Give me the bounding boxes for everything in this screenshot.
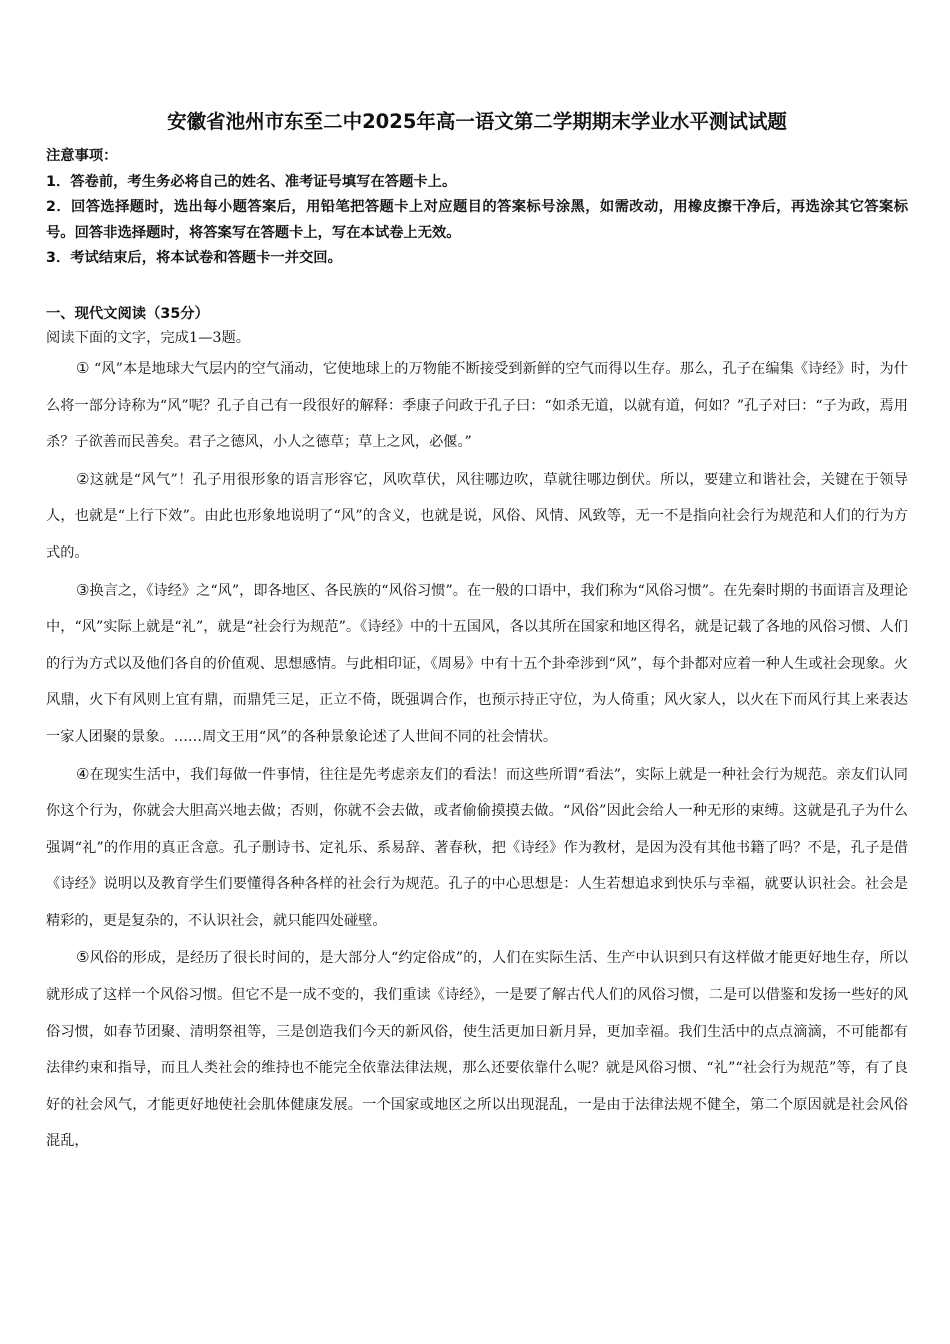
paragraph-text: 换言之，《诗经》之“风”，即各地区、各民族的“风俗习惯”。在一般的口语中，我们称为“风俗习惯”。在先秦时期的书面语言及理论中，“风”实际上就是“礼”，就是“社会行为规范”。《诗经》中的十五国风，各以其所在国家和地区得名，就是记载了各地的风俗习惯、人们的行为方式以及他们各自的价值观、思想感情。与此相印证，《周易》中有十五个卦牵涉到“风”，每个卦都对应着一种人生或社会现象。火风鼎，火下有风则上宜有鼎，而鼎凭三足，正立不倚，既强调合作，也预示持正守位，为人倚重；风火家人，以火在下而风行其上来表达一家人团聚的景象。……周文王用“风”的各种景象论述了人世间不同的社会情状。 (46, 582, 908, 745)
reading-instruction: 阅读下面的文字，完成1—3题。 (46, 329, 251, 346)
notice-item: 3．考试结束后，将本试卷和答题卡一并交回。 (46, 250, 342, 267)
paragraph-text: 风俗的形成，是经历了很长时间的，是大部分人“约定俗成”的，人们在实际生活、生产中认识到只有这样做才能更好地生存，所以就形成了这样一个风俗习惯。但它不是一成不变的，我们重读《诗经》，一是要了解古代人们的风俗习惯，二是可以借鉴和发扬一些好的风俗习惯，如春节团聚、清明祭祖等，三是创造我们今天的新风俗，使生活更加日新月异，更加幸福。我们生活中的点点滴滴，不可能都有法律约束和指导，而且人类社会的维持也不能完全依靠法律法规，那么还要依靠什么呢？就是风俗习惯、“礼”“社会行为规范”等，有了良好的社会风气，才能更好地使社会肌体健康发展。一个国家或地区之所以出现混乱，一是由于法律法规不健全，第二个原因就是社会风俗混乱， (46, 950, 908, 1150)
paragraph-number: ② (76, 469, 90, 488)
paragraph-number: ⑤ (76, 948, 90, 967)
reading-passage (46, 350, 908, 1160)
paragraph-text: 这就是“风气”！孔子用很形象的语言形容它，风吹草伏，风往哪边吹，草就往哪边倒伏。所以，要建立和谐社会，关键在于领导人，也就是“上行下效”。由此也形象地说明了“风”的含义，也就是说，风俗、风情、风致等，无一不是指向社会行为规范和人们的行为方式的。 (46, 471, 908, 561)
notice-block (46, 144, 908, 272)
passage-paragraph (46, 461, 908, 572)
passage-paragraph (46, 572, 908, 756)
exam-page (46, 108, 908, 1160)
paragraph-number: ④ (76, 764, 90, 783)
notice-item: 2．回答选择题时，选出每小题答案后，用铅笔把答题卡上对应题目的答案标号涂黑，如需改动，用橡皮擦干净后，再选涂其它答案标号。回答非选择题时，将答案写在答题卡上，写在本试卷上无效。 (46, 199, 908, 241)
paragraph-text: “风”本是地球大气层内的空气涌动，它使地球上的万物能不断接受到新鲜的空气而得以生存。那么，孔子在编集《诗经》时，为什么将一部分诗称为“风”呢？孔子自己有一段很好的解释：季康子问政于孔子曰：“如杀无道，以就有道，何如？”孔子对曰：“子为政，焉用杀？子欲善而民善矣。君子之德风，小人之德草；草上之风，必偃。” (46, 360, 908, 451)
notice-item: 1．答卷前，考生务必将自己的姓名、准考证号填写在答题卡上。 (46, 173, 457, 190)
passage-paragraph (46, 939, 908, 1160)
exam-title: 安徽省池州市东至二中2025年高一语文第二学期期末学业水平测试试题 (167, 110, 787, 133)
paragraph-text: 在现实生活中，我们每做一件事情，往往是先考虑亲友们的看法！而这些所谓“看法”，实际上就是一种社会行为规范。亲友们认同你这个行为，你就会大胆高兴地去做；否则，你就不会去做，或者偷偷摸摸去做。“风俗”因此会给人一种无形的束缚。这就是孔子为什么强调“礼”的作用的真正含意。孔子删诗书、定礼乐、系易辞、著春秋，把《诗经》作为教材，是因为没有其他书籍了吗？不是，孔子是借《诗经》说明以及教育学生们要懂得各种各样的社会行为规范。孔子的中心思想是：人生若想追求到快乐与幸福，就要认识社会。社会是精彩的，更是复杂的，不认识社会，就只能四处碰壁。 (46, 766, 908, 929)
paragraph-number: ③ (76, 580, 90, 599)
passage-paragraph (46, 756, 908, 940)
section-heading: 一、现代文阅读（35分） (46, 305, 209, 322)
notice-heading: 注意事项： (46, 148, 118, 164)
passage-paragraph (46, 350, 908, 461)
paragraph-number: ① (76, 358, 90, 377)
